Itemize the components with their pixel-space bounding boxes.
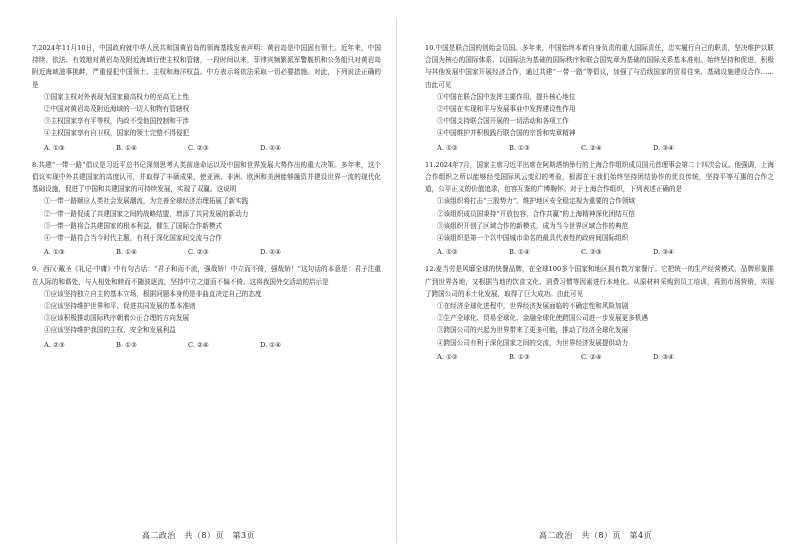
question-11	[425, 159, 774, 259]
answer-choice-d: D. ③④	[653, 143, 675, 152]
question-stem: 11.2024年7月，国家主席习近平出席在阿斯塔纳举行的上海合作组织成员国元首理事会第二十四次会议。他强调，上海合作组织之所以能够经受国际风云变幻的考验，根源在于我们始终坚持团结协作的优良传统，坚持平等互惠的合作之道，公平正义的价值追求，包容互鉴的广博胸怀。对于上海合作组织，下列表述正确的是	[425, 160, 774, 194]
answer-choice-b: B. ①③	[509, 352, 530, 361]
question-option: ①国家主权对外表现为国家最高权力的至高无上性	[44, 92, 190, 101]
answer-choice-d: D. ②④	[260, 248, 282, 257]
question-9	[32, 263, 381, 350]
answer-choices	[32, 339, 381, 351]
answer-choice-b: B. ①③	[509, 143, 530, 152]
question-7	[32, 42, 381, 154]
question-option: ④主权国家享有自卫权，国家的领土完整不得侵犯	[44, 129, 190, 138]
question-12	[425, 263, 774, 363]
answer-choice-d: D. ③④	[653, 248, 675, 257]
answer-choice-c: C. ②④	[188, 340, 209, 349]
question-option: ③一带一路将合共建国家的根本利益，催生了国际合作新模式	[44, 221, 223, 230]
answer-choice-c: C. ②③	[188, 143, 209, 152]
question-option: ②中国在实现和平与发展事业中发挥建设性作用	[437, 105, 576, 114]
question-option: ④跨国公司有利于深化国家之间的交流，为世界经济发展提供动力	[437, 338, 629, 347]
question-10	[425, 42, 774, 154]
question-stem: 7.2024年11月10日，中国政府就中华人民共和国黄岩岛的领海基线发表声明：黄岩岛是中国固有领土。近年来，中国持续、依法、有效地对黄岩岛及附近海域行使主权和管辖，一段时间以来，菲律宾频繁派军警舰机和公务船只对黄岩岛附近海域滋事挑衅，严重侵犯中国领土、主权和海洋权益。中方表示将依法采取一切必要措施。对此，下列说法正确的是	[32, 44, 381, 89]
question-option: ②一带一路促成了共建国家之间的战略结盟，增添了共同发展的新动力	[44, 209, 249, 218]
answer-choice-d: D. ①④	[260, 340, 282, 349]
answer-choice-b: B. ①④	[116, 248, 137, 257]
question-stem: 10.中国是联合国的创始会员国。多年来，中国始终本着自身负责的重大国际责任，忠实履行自己的职责，坚决维护以联合国为核心的国际体系、以国际法为基础的国际秩序和联合国宪章为基础的国际关系基本准则。始终坚持和促进，积极与其他发展中国家开展经济合作，通过共建“一带一路”等倡议，加强了与沿线国家的贸易往来、基础设施建设合作……由此可见	[425, 44, 774, 89]
page-footer: 高二政治 共（8）页 第4页	[538, 530, 653, 540]
answer-choices	[425, 246, 774, 258]
question-stem: 9．西汉·戴圣《礼记·中庸》中有句古话：“君子和而不流，强哉矫！中立而不倚，强哉矫！”这句话的本意是：君子注重在人际的和谐处，与人相处和睦而不随波逐流，坚持中立之道而不偏不倚。这将我国外交活动的启示是	[32, 265, 381, 286]
question-option: ③主权国家享有平等权，内政不受他国控制和干涉	[44, 117, 190, 126]
answer-choice-b: B. ①③	[116, 340, 137, 349]
question-option: ③中国支持联合国开展的一切活动和各项工作	[437, 117, 569, 126]
answer-choice-d: D. ③④	[653, 352, 675, 361]
question-stem: 12.麦当劳是风靡全球的快餐品牌，在全球100多个国家和地区拥有数万家餐厅。它把统一的生产经营模式、品牌形象推广到世界各地，又根据当地的饮食文化、消费习惯等因素进行本地化。从原材料采购到员工培训，再到市场营销，实现了跨国公司的本土化发展，取得了巨大成功。由此可见	[425, 265, 774, 298]
question-option: ①该组织将打击“三股势力”、维护地区安全稳定视为重要的合作领域	[437, 197, 635, 206]
exam-page-right	[397, 0, 794, 560]
answer-choice-c: C. ②③	[581, 248, 602, 257]
answer-choice-d: D. ②④	[260, 143, 282, 152]
question-option: ④应该坚持维护我国的主权、安全和发展利益	[44, 326, 176, 335]
answer-choice-a: A. ①③	[44, 143, 65, 152]
answer-choice-a: A. ②③	[44, 340, 65, 349]
answer-choice-a: A. ①②	[437, 248, 458, 257]
answer-choice-c: C. ②④	[581, 143, 602, 152]
answer-choice-c: C. ②④	[581, 352, 602, 361]
question-option: ③该组织开创了区域合作的新模式，成为当今世界区域合作的典范	[437, 221, 629, 230]
question-option: ④一带一路符合当今时代主题，有利于深化国家间交流与合作	[44, 234, 223, 243]
answer-choice-a: A. ①②	[437, 352, 458, 361]
question-option: ②生产全球化、贸易全球化、金融全球化使跨国公司进一步发展更多机遇	[437, 314, 648, 323]
question-option: ②应该坚持维护世界和平、促进共同发展的基本准则	[44, 302, 196, 311]
answer-choice-b: B. ①④	[509, 248, 530, 257]
question-stem: 8.共建“一带一路”倡议是习近平总书记深刻思考人类前途命运以及中国和世界发展大势作出的重大决策。多年来，这个倡议实现中外共建国家的高度认可，并取得了丰硕成果，使亚洲、非洲、欧洲和美洲能够融资并建设世界一流的现代化基础设施，促进了中国和共建国家的可持续发展，实现了双赢。这说明	[32, 160, 381, 194]
question-option: ②中国对黄岩岛及附近海域的一切人和物有管辖权	[44, 105, 190, 114]
answer-choice-b: B. ①④	[116, 143, 137, 152]
question-option: ①一带一路顺应人类社会发展潮流，为完善全球经济治理拓展了新实践	[44, 197, 249, 206]
question-8	[32, 159, 381, 259]
question-option: ②该组织成员国秉持“开放包容，合作共赢”的上海精神深化团结互信	[437, 209, 635, 218]
question-option: ④该组织是第一个以中国城市命名的最具代表性的政府间国际组织	[437, 234, 629, 243]
question-option: ④中国维护并积极践行联合国的宗旨和宪章精神	[437, 129, 576, 138]
answer-choice-a: A. ①③	[44, 248, 65, 257]
answer-choice-c: C. ②③	[188, 248, 209, 257]
answer-choice-a: A. ①②	[437, 143, 458, 152]
answer-choices	[32, 142, 381, 154]
answer-choices	[425, 142, 774, 154]
question-option: ①中国在联合国中发挥主要作用，提升核心地位	[437, 92, 576, 101]
question-option: ③应该积极推动国际秩序朝着公正合理的方向发展	[44, 314, 190, 323]
page-footer: 高二政治 共（8）页 第3页	[141, 530, 256, 540]
question-option: ③跨国公司的兴起为世界带来了更多可能，推动了经济全球化发展	[437, 326, 629, 335]
answer-choices	[32, 246, 381, 258]
question-option: ①应该坚持独立自主的基本立场，根据问题本身的是非曲直决定自己的态度	[44, 289, 262, 298]
question-option: ①在经济全球化进程中，世界经济发展面临的不确定性和风险加剧	[437, 302, 629, 311]
answer-choices	[425, 351, 774, 363]
